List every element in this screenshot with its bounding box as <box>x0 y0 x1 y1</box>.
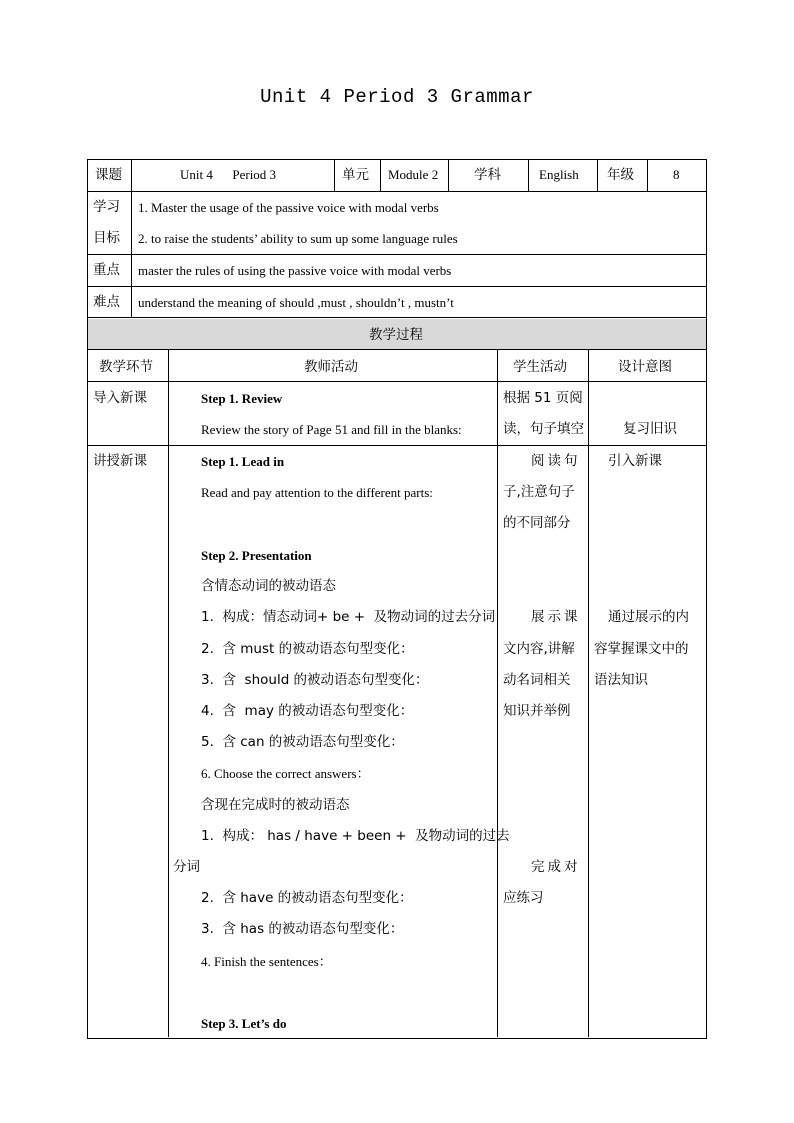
modal-item: 4. 含 may 的被动语态句型变化： <box>201 703 414 719</box>
intent-intro: 复习旧识 <box>623 421 677 437</box>
student-activity: 完成对 <box>531 859 581 875</box>
lead-in-text: Read and pay attention to the different parts: <box>201 485 433 500</box>
modal-item: 2. 含 must 的被动语态句型变化： <box>201 641 414 657</box>
topic-value: Unit 4 Period 3 <box>180 167 277 182</box>
perfect-heading: 含现在完成时的被动语态 <box>201 797 350 813</box>
student-activity: 子,注意句子 <box>503 484 575 500</box>
perfect-item: 4. Finish the sentences： <box>201 954 332 969</box>
student-activity: 动名词相关 <box>503 672 571 688</box>
objective-item: 2. to raise the students’ ability to sum up some language rules <box>138 231 458 246</box>
grade-value: 8 <box>673 167 680 182</box>
student-activity: 展示课 <box>531 609 581 625</box>
objective-item: 1. Master the usage of the passive voice with modal verbs <box>138 200 439 215</box>
design-intent: 引入新课 <box>608 453 662 469</box>
perfect-item: 1. 构成： has / have + been + 及物动词的过去 <box>201 828 510 844</box>
subject-value: English <box>539 167 579 182</box>
step-lets-do: Step 3. Let’s do <box>201 1016 287 1031</box>
label-unit: 单元 <box>342 167 369 183</box>
label-objectives-1: 学习 <box>93 199 120 215</box>
design-intent: 通过展示的内 <box>608 609 689 625</box>
perfect-item: 2. 含 have 的被动语态句型变化： <box>201 890 413 906</box>
student-intro: 根据 51 页阅 <box>503 390 583 406</box>
modal-item: 3. 含 should 的被动语态句型变化： <box>201 672 429 688</box>
student-activity: 阅读句 <box>531 453 581 469</box>
modal-item: 6. Choose the correct answers： <box>201 766 370 781</box>
label-objectives-2: 目标 <box>93 230 120 246</box>
step-presentation: Step 2. Presentation <box>201 548 312 563</box>
design-intent: 语法知识 <box>594 672 648 688</box>
unit-value: Module 2 <box>388 167 439 182</box>
modal-item: 5. 含 can 的被动语态句型变化： <box>201 734 404 750</box>
student-activity: 应练习 <box>503 890 544 906</box>
column-header: 学生活动 <box>513 359 567 375</box>
student-intro: 读，句子填空 <box>503 421 584 437</box>
review-text: Review the story of Page 51 and fill in the blanks: <box>201 422 462 437</box>
step-lead-in: Step 1. Lead in <box>201 454 285 469</box>
stage-intro: 导入新课 <box>93 390 147 406</box>
design-intent: 容掌握课文中的 <box>594 641 689 657</box>
process-header: 教学过程 <box>369 327 423 343</box>
label-difficulties: 难点 <box>93 294 120 310</box>
column-header: 教师活动 <box>304 359 358 375</box>
column-header: 教学环节 <box>99 359 153 375</box>
label-topic: 课题 <box>95 167 122 183</box>
label-key-points: 重点 <box>93 262 120 278</box>
student-activity: 文内容,讲解 <box>503 641 575 657</box>
key-points-text: master the rules of using the passive voice with modal verbs <box>138 263 452 278</box>
difficulties-text: understand the meaning of should ,must , shouldn’t , mustn’t <box>138 295 454 310</box>
student-activity: 的不同部分 <box>503 515 571 531</box>
column-header: 设计意图 <box>618 359 672 375</box>
student-activity: 知识并举例 <box>503 703 571 719</box>
stage-new: 讲授新课 <box>93 453 147 469</box>
perfect-item: 3. 含 has 的被动语态句型变化： <box>201 921 404 937</box>
perfect-item-cont: 分词 <box>173 859 200 875</box>
step-review: Step 1. Review <box>201 391 283 406</box>
page-title: Unit 4 Period 3 Grammar <box>260 86 534 108</box>
label-grade: 年级 <box>607 167 634 183</box>
modal-heading: 含情态动词的被动语态 <box>201 578 336 594</box>
modal-item: 1. 构成：情态动词+ be + 及物动词的过去分词 <box>201 609 496 625</box>
label-subject: 学科 <box>474 167 501 183</box>
